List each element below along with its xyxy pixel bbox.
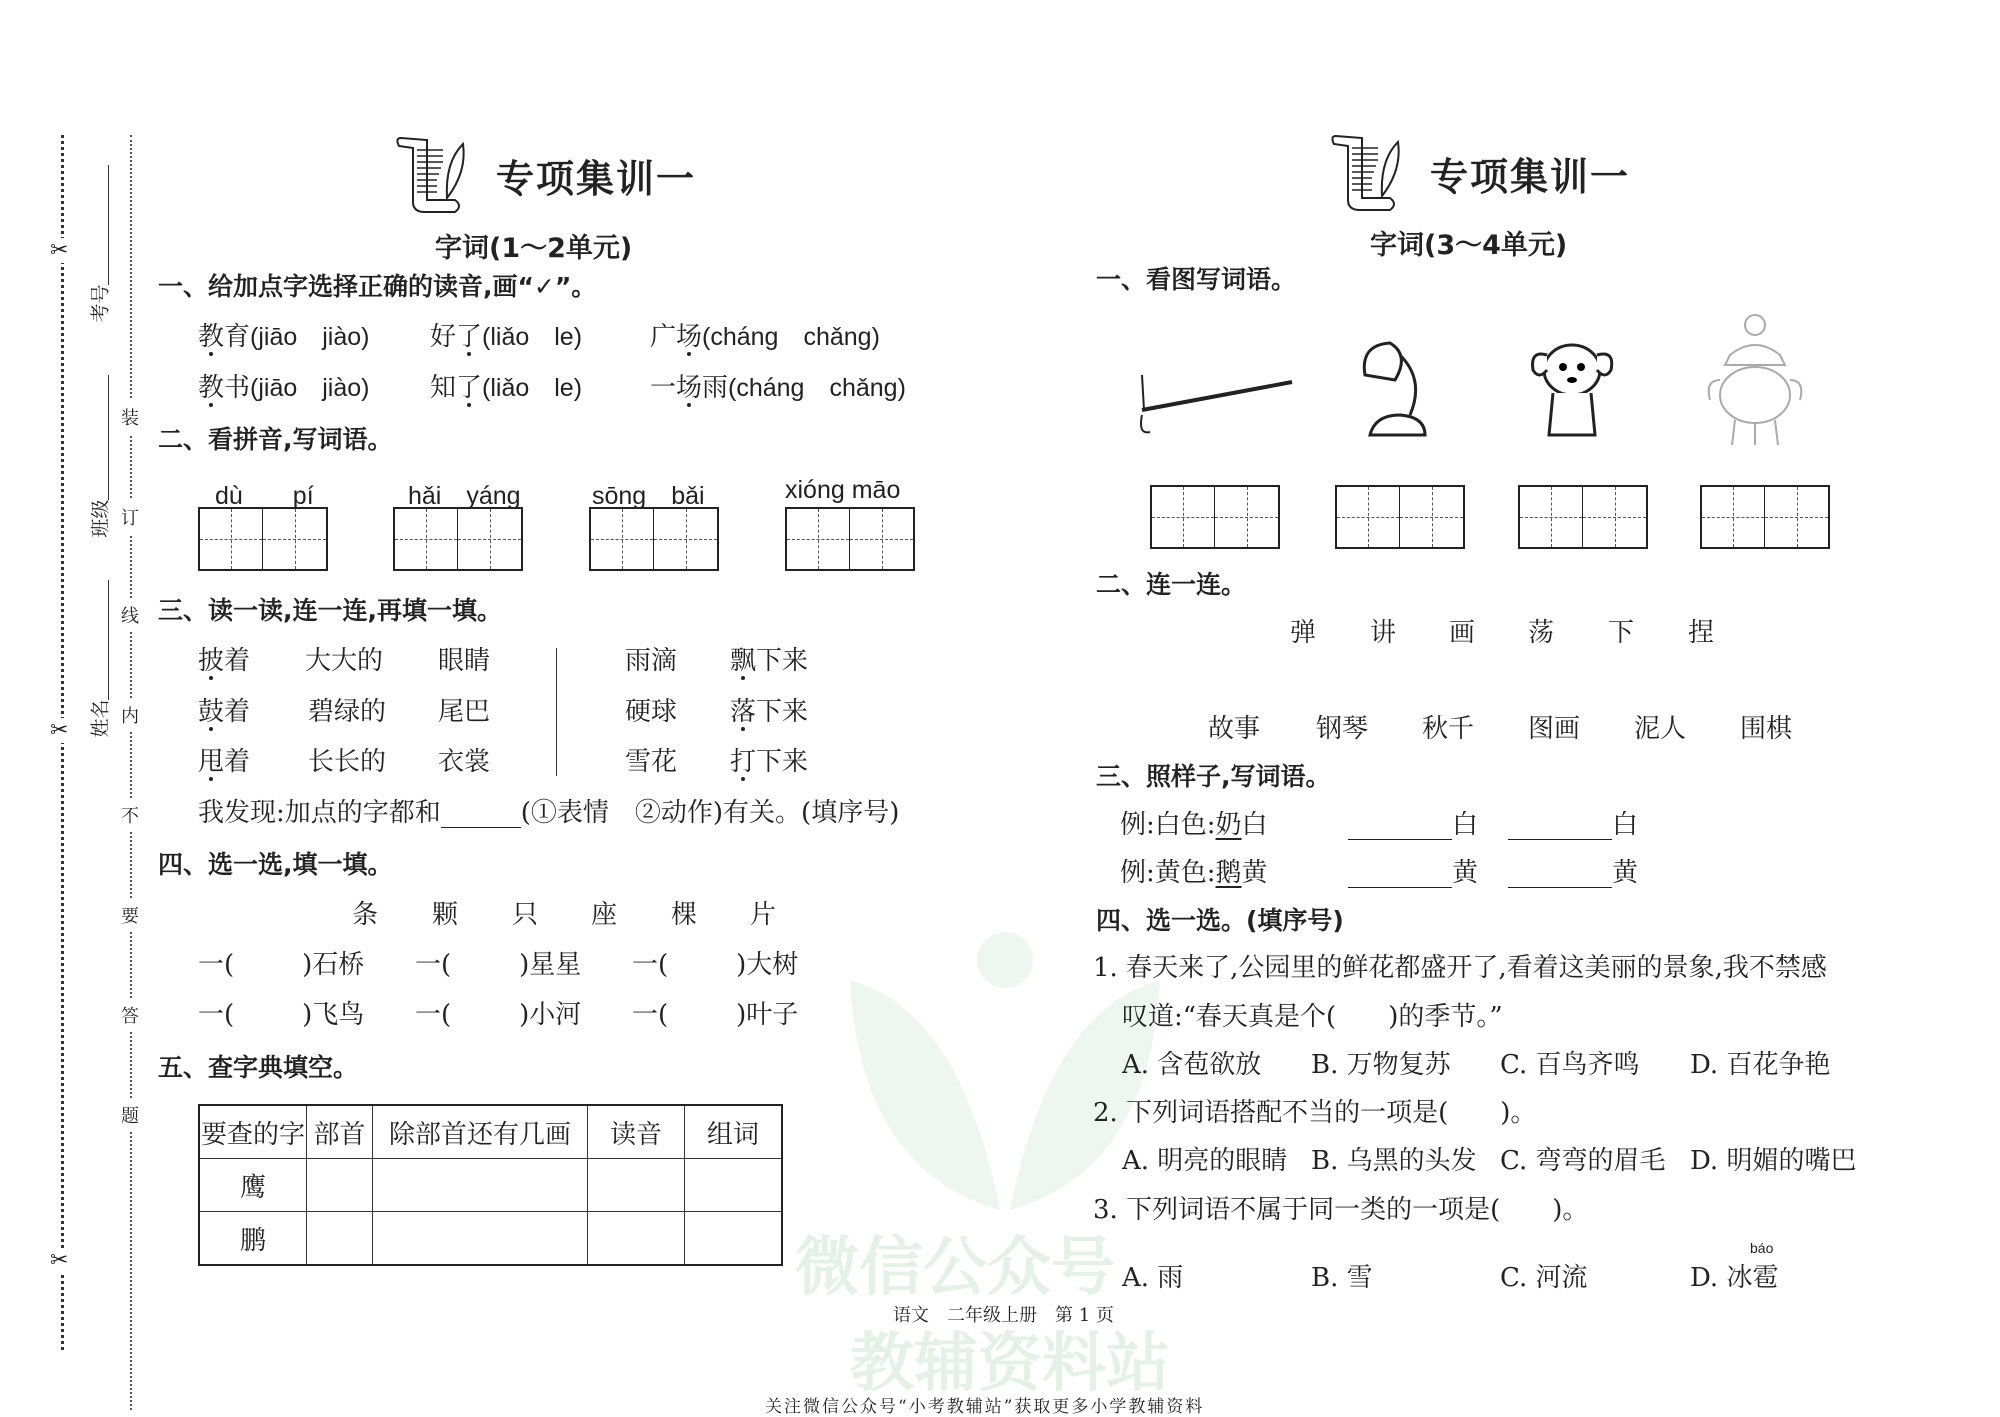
column-header: 读音 (588, 1105, 685, 1159)
word-verb[interactable]: 披着 (198, 646, 250, 676)
fill-item[interactable]: 一( )大树 (632, 950, 799, 980)
option[interactable]: D. 明媚的嘴巴 (1690, 1146, 1857, 1176)
measure-word[interactable]: 座 (591, 900, 618, 930)
answer-cell[interactable] (685, 1212, 783, 1266)
measure-word[interactable]: 棵 (671, 900, 698, 930)
word-noun[interactable]: 尾巴 (438, 697, 491, 727)
measure-word[interactable]: 颗 (432, 900, 459, 930)
pronunciation-item[interactable]: 教育 (jiāo jiào) (198, 322, 370, 352)
option[interactable]: B. 乌黑的头发 (1311, 1146, 1477, 1176)
exam-number-line (108, 165, 109, 285)
section-heading: 二、看拼音,写词语。 (158, 425, 393, 454)
pinyin-label: hǎi yáng (408, 482, 521, 510)
column-header: 组词 (685, 1105, 783, 1159)
emphasis-dot (209, 403, 213, 407)
match-noun[interactable]: 围棋 (1740, 714, 1793, 744)
word-verb[interactable]: 飘下来 (730, 646, 808, 676)
pronunciation-item[interactable]: 知了 (liǎo le) (430, 373, 582, 403)
match-noun[interactable]: 图画 (1528, 714, 1581, 744)
promo-note: 关注微信公众号“小考教辅站”获取更多小学教辅资料 (765, 1397, 1205, 1417)
word-verb[interactable]: 鼓着 (198, 697, 250, 727)
dotted-word: 一场雨 (650, 373, 728, 403)
word-adj[interactable]: 大大的 (305, 646, 384, 676)
question-3: 3. 下列词语不属于同一类的一项是( )。 (1093, 1195, 1589, 1225)
emphasis-dot (209, 777, 213, 781)
option[interactable]: B. 雪 (1311, 1263, 1373, 1293)
match-verb[interactable]: 荡 (1528, 618, 1555, 648)
answer-blank[interactable] (441, 801, 521, 828)
word-blank[interactable]: 白 (1508, 810, 1638, 840)
pronunciation-item[interactable]: 好了 (liǎo le) (430, 322, 582, 352)
margin-notice: 答 (121, 998, 139, 1032)
match-noun[interactable]: 故事 (1208, 714, 1261, 744)
margin-notice: 题 (121, 1098, 139, 1132)
fill-item[interactable]: 一( )飞鸟 (198, 1000, 365, 1030)
measure-word[interactable]: 片 (750, 900, 777, 930)
pronunciation-item[interactable]: 教书 (jiāo jiào) (198, 373, 370, 403)
dotted-word: 广场 (650, 322, 702, 352)
pinyin-label: xióng māo (785, 476, 901, 504)
page-title: 专项集训一 (496, 157, 697, 201)
emphasis-dot (741, 727, 745, 731)
answer-cell[interactable] (588, 1159, 685, 1212)
match-noun[interactable]: 泥人 (1634, 714, 1687, 744)
emphasis-dot (687, 403, 691, 407)
answer-cell[interactable] (307, 1159, 373, 1212)
steelyard-image (1130, 360, 1300, 445)
match-verb[interactable]: 捏 (1688, 618, 1715, 648)
writing-grid[interactable] (198, 507, 328, 571)
match-verb[interactable]: 画 (1449, 618, 1476, 648)
watermark-text-2: 教辅资料站 (850, 1327, 1170, 1401)
match-verb[interactable]: 弹 (1290, 618, 1317, 648)
word-noun[interactable]: 硬球 (625, 697, 678, 727)
word-blank[interactable]: 黄 (1508, 858, 1638, 888)
character-cell: 鹰 (199, 1159, 307, 1212)
word-verb[interactable]: 甩着 (198, 747, 250, 777)
dotted-word: 教书 (198, 373, 250, 403)
section-heading: 四、选一选,填一填。 (158, 850, 393, 879)
divider (556, 648, 557, 776)
margin-notice: 不 (121, 798, 139, 832)
writing-grid[interactable] (1335, 485, 1465, 549)
dotted-word: 好了 (430, 322, 482, 352)
finding-sentence: 我发现:加点的字都和 (①表情 ②动作)有关。(填序号) (198, 798, 900, 828)
question-2: 2. 下列词语搭配不当的一项是( )。 (1093, 1098, 1537, 1128)
table-row (199, 1159, 782, 1212)
word-noun[interactable]: 眼睛 (438, 646, 491, 676)
section-heading: 二、连一连。 (1096, 570, 1247, 599)
name-line (108, 580, 109, 700)
word-blank[interactable]: 白 (1348, 810, 1478, 840)
page-footer: 语文 二年级上册 第 1 页 (893, 1305, 1114, 1326)
measure-word[interactable]: 只 (512, 900, 539, 930)
word-adj[interactable]: 碧绿的 (308, 697, 387, 727)
pronunciation-item[interactable]: 一场雨 (cháng chǎng) (650, 373, 906, 403)
emphasis-dot (209, 676, 213, 680)
word-blank[interactable]: 黄 (1348, 858, 1478, 888)
exam-number-label: 考号 (89, 284, 112, 323)
word-verb[interactable]: 落下来 (730, 697, 808, 727)
example-row: 例:黄色:鹅黄 (1120, 858, 1268, 888)
margin-notice: 线 (121, 598, 139, 632)
answer-cell[interactable] (373, 1159, 588, 1212)
word-noun[interactable]: 雨滴 (625, 646, 678, 676)
answer-cell[interactable] (307, 1212, 373, 1266)
measure-word[interactable]: 条 (352, 900, 379, 930)
writing-grid[interactable] (785, 507, 915, 571)
dotted-word: 知了 (430, 373, 482, 403)
emphasis-dot (741, 777, 745, 781)
scissors-icon: ✂ (50, 1248, 69, 1273)
answer-cell[interactable] (588, 1212, 685, 1266)
margin-notice: 内 (121, 698, 139, 732)
pinyin-label: dù pí (215, 482, 314, 510)
option[interactable]: A. 雨 (1122, 1263, 1184, 1293)
page-subtitle: 字词(1～2单元) (435, 233, 633, 264)
page-title: 专项集训一 (1430, 155, 1631, 199)
answer-cell[interactable] (685, 1159, 783, 1212)
binding-line (130, 135, 132, 1410)
emphasis-dot (467, 403, 471, 407)
match-verb[interactable]: 讲 (1370, 618, 1397, 648)
margin-notice: 订 (121, 500, 139, 534)
emphasis-dot (467, 352, 471, 356)
desk-lamp-image (1355, 335, 1445, 445)
section-heading: 五、查字典填空。 (158, 1053, 359, 1082)
dotted-word: 教育 (198, 322, 250, 352)
word-verb[interactable]: 打下来 (730, 747, 808, 777)
question-1: 1. 春天来了,公园里的鲜花都盛开了,看着这美丽的景象,我不禁感 (1093, 953, 1827, 983)
section-heading: 四、选一选。(填序号) (1096, 906, 1344, 935)
section-heading: 三、照样子,写词语。 (1096, 762, 1331, 791)
option[interactable]: C. 河流 (1500, 1263, 1588, 1293)
option[interactable]: A. 含苞欲放 (1122, 1050, 1262, 1080)
pinyin-annotation: báo (1750, 1240, 1774, 1256)
emphasis-dot (687, 352, 691, 356)
question-1-cont: 叹道:“春天真是个( )的季节。” (1122, 1002, 1503, 1032)
writing-grid[interactable] (1150, 485, 1280, 549)
option[interactable]: C. 百鸟齐鸣 (1500, 1050, 1640, 1080)
margin-notice: 装 (121, 400, 139, 434)
word-noun[interactable]: 雪花 (625, 747, 678, 777)
page-subtitle: 字词(3～4单元) (1370, 230, 1568, 261)
dictionary-table (198, 1104, 783, 1266)
scissors-icon: ✂ (50, 718, 69, 743)
column-header: 除部首还有几画 (373, 1105, 588, 1159)
emphasis-dot (741, 676, 745, 680)
emphasis-dot (209, 727, 213, 731)
match-noun[interactable]: 秋千 (1422, 714, 1475, 744)
column-header: 部首 (307, 1105, 373, 1159)
watermark-text-1: 微信公众号 (795, 1231, 1115, 1305)
incense-burner-image (1700, 310, 1810, 450)
match-verb[interactable]: 下 (1608, 618, 1635, 648)
word-noun[interactable]: 衣裳 (438, 747, 491, 777)
example-row: 例:白色:奶白 (1120, 810, 1268, 840)
emphasis-dot (209, 352, 213, 356)
option[interactable]: D. 百花争艳 (1690, 1050, 1831, 1080)
class-line (108, 375, 109, 500)
scroll-quill-icon (1328, 130, 1408, 212)
writing-grid[interactable] (589, 507, 719, 571)
scissors-icon: ✂ (50, 238, 69, 263)
scroll-quill-icon (393, 132, 473, 214)
fill-item[interactable]: 一( )小河 (415, 1000, 582, 1030)
character-cell: 鹏 (199, 1212, 307, 1266)
match-noun[interactable]: 钢琴 (1316, 714, 1369, 744)
fill-item[interactable]: 一( )石桥 (198, 950, 365, 980)
pinyin-label: sōng bǎi (592, 482, 705, 510)
option[interactable]: C. 弯弯的眉毛 (1500, 1146, 1666, 1176)
option[interactable]: B. 万物复苏 (1311, 1050, 1451, 1080)
name-label: 姓名 (89, 699, 112, 738)
column-header: 要查的字 (199, 1105, 307, 1159)
option[interactable]: A. 明亮的眼睛 (1122, 1146, 1288, 1176)
fill-item[interactable]: 一( )星星 (415, 950, 582, 980)
word-adj[interactable]: 长长的 (308, 747, 387, 777)
margin-notice: 要 (121, 898, 139, 932)
option[interactable]: D. 冰雹 (1690, 1263, 1779, 1293)
puppy-image (1525, 335, 1620, 445)
writing-grid[interactable] (393, 507, 523, 571)
section-heading: 一、看图写词语。 (1096, 265, 1297, 294)
pronunciation-item[interactable]: 广场 (cháng chǎng) (650, 322, 880, 352)
section-heading: 三、读一读,连一连,再填一填。 (158, 596, 502, 625)
table-row (199, 1212, 782, 1266)
section-heading: 一、给加点字选择正确的读音,画“✓”。 (158, 272, 597, 301)
writing-grid[interactable] (1700, 485, 1830, 549)
answer-cell[interactable] (373, 1212, 588, 1266)
fill-item[interactable]: 一( )叶子 (632, 1000, 799, 1030)
writing-grid[interactable] (1518, 485, 1648, 549)
table-header-row (199, 1105, 782, 1159)
class-label: 班级 (89, 499, 112, 538)
